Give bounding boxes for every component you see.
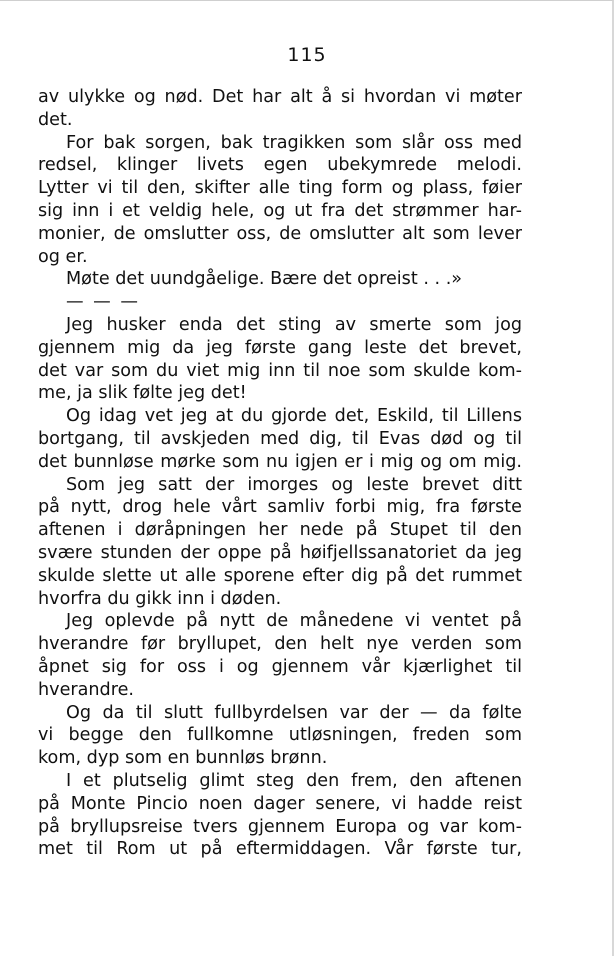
text-line: me, ja slik følte jeg det! [38, 383, 247, 404]
text-line: redsel, klinger livets egen ubekymrede melodi. [38, 155, 522, 176]
text-line: sig inn i et veldig hele, og ut fra det strømmer har- [38, 200, 522, 221]
text-line: åpnet sig for oss i og gjennem vår kjærlighet til [38, 656, 522, 677]
text-line: hvorfra du gikk inn i døden. [38, 588, 282, 609]
text-line: Som jeg satt der imorges og leste brevet ditt [66, 474, 522, 495]
text-line: Og da til slutt fullbyrdelsen var der — da følte [66, 702, 522, 723]
text-line: svære stunden der oppe på høifjellssanatoriet da jeg [38, 542, 522, 563]
text-line: hverandre. [38, 679, 134, 700]
text-line: vi begge den fullkomne utløsningen, freden som [38, 725, 522, 746]
text-line: met til Rom ut på eftermiddagen. Vår første tur, [38, 839, 522, 860]
text-line: skulde slette ut alle sporene efter dig på det rummet [38, 565, 522, 586]
text-line: monier, de omslutter oss, de omslutter alt som lever [38, 223, 522, 244]
text-line: hverandre før bryllupet, den helt nye verden som [38, 634, 522, 655]
text-line: bortgang, til avskjeden med dig, til Evas død og til [38, 428, 522, 449]
text-line: det var som du viet mig inn til noe som skulde kom- [38, 360, 522, 381]
text-line: For bak sorgen, bak tragikken som slår oss med [66, 132, 522, 153]
text-line: Og idag vet jeg at du gjorde det, Eskild, til Lillens [66, 406, 522, 427]
text-line: det bunnløse mørke som nu igjen er i mig og om mig. [38, 451, 522, 472]
text-line: Jeg oplevde på nytt de månedene vi ventet på [66, 611, 522, 632]
text-line: gjennem mig da jeg første gang leste det brevet, [38, 337, 522, 358]
text-line: aftenen i døråpningen her nede på Stupet til den [38, 520, 522, 541]
page-number: 115 [287, 44, 327, 66]
text-line: Møte det uundgåelige. Bære det opreist . . .» [66, 269, 463, 290]
text-line: Lytter vi til den, skifter alle ting form og plass, føier [38, 178, 522, 199]
text-line: kom, dyp som en bunnløs brønn. [38, 748, 328, 769]
text-line: det. [38, 109, 73, 130]
section-divider: — — — [66, 292, 140, 313]
body-text [38, 86, 522, 861]
text-line: på bryllupsreise tvers gjennem Europa og var kom- [38, 816, 522, 837]
text-line: I et plutselig glimt steg den frem, den aftenen [66, 770, 522, 791]
text-line: Jeg husker enda det sting av smerte som jog [66, 314, 522, 335]
text-line: på Monte Pincio noen dager senere, vi hadde reist [38, 793, 522, 814]
text-line: av ulykke og nød. Det har alt å si hvordan vi møter [38, 87, 522, 107]
text-line: på nytt, drog hele vårt samliv forbi mig, fra første [38, 497, 522, 518]
text-line: og er. [38, 246, 88, 267]
